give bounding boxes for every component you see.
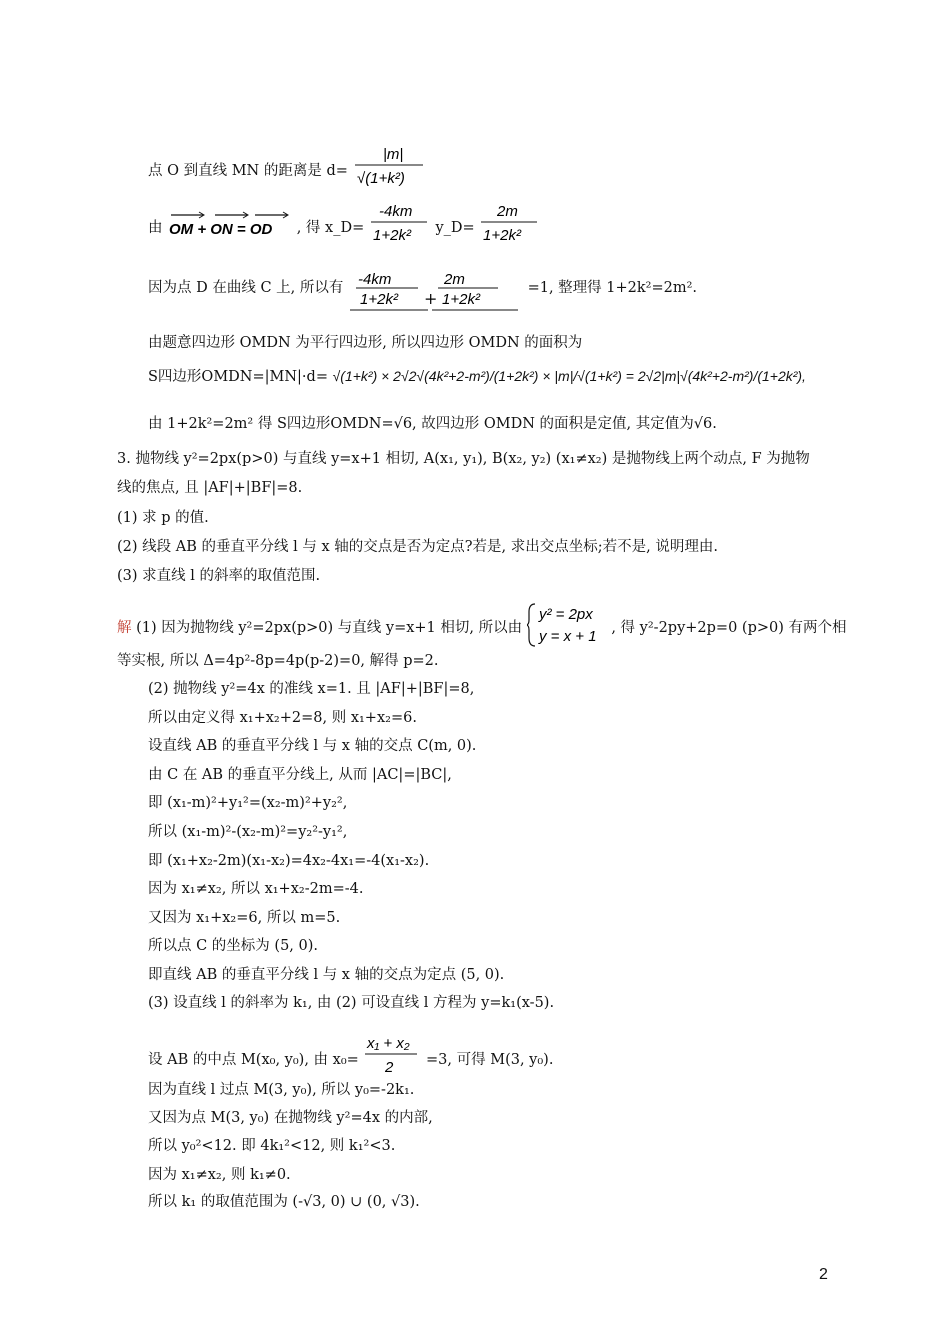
fraction-numerator: 2m bbox=[497, 203, 519, 220]
question-part: (2) 线段 AB 的垂直平分线 l 与 x 轴的交点是否为定点?若是, 求出交点坐标;若不是, 说明理由. bbox=[117, 539, 718, 555]
solution-line: 所以 (x₁-m)²-(x₂-m)²=y₂²-y₁², bbox=[148, 824, 348, 840]
svg-text:+: + bbox=[423, 289, 438, 308]
solution-line bbox=[148, 1032, 553, 1078]
midpoint-fraction bbox=[363, 1032, 421, 1078]
distance-fraction bbox=[353, 143, 433, 189]
solution-line: 因为 x₁≠x₂, 则 k₁≠0. bbox=[148, 1167, 291, 1183]
solution-line: 所以点 C 的坐标为 (5, 0). bbox=[148, 938, 319, 954]
fraction-numerator: -4km bbox=[357, 271, 392, 288]
text-segment: S四边形OMDN=|MN|·d= bbox=[148, 369, 328, 385]
fraction-numerator: 2m bbox=[443, 271, 465, 288]
equation-system bbox=[527, 602, 607, 648]
fraction-denominator: 1+2k² bbox=[372, 227, 411, 244]
vector-expression: OM + ON = OD bbox=[169, 221, 273, 238]
text-segment: 设 AB 的中点 M(x₀, y₀), 由 x₀= bbox=[148, 1052, 359, 1068]
yD-fraction bbox=[479, 200, 541, 246]
solution-line: 设直线 AB 的垂直平分线 l 与 x 轴的交点 C(m, 0). bbox=[148, 738, 477, 754]
text-line bbox=[148, 266, 697, 326]
solution-label: 解 bbox=[117, 620, 132, 636]
text-segment: , 得 y²-2py+2p=0 (p>0) 有两个相 bbox=[611, 620, 847, 636]
xD-fraction bbox=[369, 200, 431, 246]
solution-line: 因为直线 l 过点 M(3, y₀), 所以 y₀=-2k₁. bbox=[148, 1082, 415, 1098]
fraction-numerator: -4km bbox=[378, 203, 413, 220]
vector-equation bbox=[167, 210, 292, 240]
text-line: 由题意四边形 OMDN 为平行四边形, 所以四边形 OMDN 的面积为 bbox=[148, 335, 583, 351]
question-part: (3) 求直线 l 的斜率的取值范围. bbox=[117, 568, 321, 584]
solution-line: 又因为 x₁+x₂=6, 所以 m=5. bbox=[148, 910, 341, 926]
text-line bbox=[148, 366, 806, 387]
question-text: 线的焦点, 且 |AF|+|BF|=8. bbox=[117, 480, 303, 496]
solution-line: 等实根, 所以 Δ=4p²-8p=4p(p-2)=0, 解得 p=2. bbox=[117, 653, 439, 669]
fraction-denominator: √(1+k²) bbox=[356, 170, 405, 187]
system-eq-2: y = x + 1 bbox=[538, 628, 597, 645]
text-line bbox=[148, 200, 541, 246]
solution-line: 所以 y₀²<12. 即 4k₁²<12, 则 k₁²<3. bbox=[148, 1138, 396, 1154]
text-line: 由 1+2k²=2m² 得 S四边形OMDN=√6, 故四边形 OMDN 的面积是定值, 其定值为√6. bbox=[148, 416, 717, 432]
fraction-denominator: 1+2k² bbox=[483, 227, 522, 244]
curve-equation bbox=[348, 266, 523, 326]
page-number: 2 bbox=[819, 1266, 828, 1283]
text-segment: 因为点 D 在曲线 C 上, 所以有 bbox=[148, 280, 344, 296]
fraction-denominator: 2 bbox=[385, 1059, 394, 1076]
solution-line: 即 (x₁-m)²+y₁²=(x₂-m)²+y₂², bbox=[148, 795, 348, 811]
question-text: 3. 抛物线 y²=2px(p>0) 与直线 y=x+1 相切, A(x₁, y₁), B(x₂, y₂) (x₁≠x₂) 是抛物线上两个动点, F 为抛物 bbox=[117, 451, 810, 467]
solution-line: (3) 设直线 l 的斜率为 k₁, 由 (2) 可设直线 l 方程为 y=k₁(x-5). bbox=[148, 995, 555, 1011]
fraction-numerator: x₁ + x₂ bbox=[367, 1035, 410, 1052]
fraction-numerator: |m| bbox=[382, 146, 403, 163]
solution-line: (2) 抛物线 y²=4x 的准线 x=1. 且 |AF|+|BF|=8, bbox=[148, 681, 475, 697]
solution-line: 因为 x₁≠x₂, 所以 x₁+x₂-2m=-4. bbox=[148, 881, 364, 897]
solution-line: 又因为点 M(3, y₀) 在抛物线 y²=4x 的内部, bbox=[148, 1110, 433, 1126]
text-segment: (1) 因为抛物线 y²=2px(p>0) 与直线 y=x+1 相切, 所以由 bbox=[136, 620, 523, 636]
text-segment: =3, 可得 M(3, y₀). bbox=[426, 1052, 554, 1068]
text-line bbox=[148, 143, 433, 189]
solution-line: 即直线 AB 的垂直平分线 l 与 x 轴的交点为定点 (5, 0). bbox=[148, 967, 505, 983]
area-expression: √(1+k²) × 2√2√(4k²+2-m²)/(1+2k²) × |m|/√(1+k²) = 2√2|m|√(4k²+2-m²)/(1+2k²), bbox=[332, 368, 806, 384]
solution-line: 即 (x₁+x₂-2m)(x₁-x₂)=4x₂-4x₁=-4(x₁-x₂). bbox=[148, 853, 430, 869]
fraction-denominator: 1+2k² bbox=[441, 291, 480, 308]
text-segment: 由 bbox=[148, 220, 163, 236]
fraction-denominator: 1+2k² bbox=[359, 291, 398, 308]
solution-line: 所以 k₁ 的取值范围为 (-√3, 0) ∪ (0, √3). bbox=[148, 1194, 420, 1210]
question-part: (1) 求 p 的值. bbox=[117, 510, 209, 526]
solution-line: 由 C 在 AB 的垂直平分线上, 从而 |AC|=|BC|, bbox=[148, 767, 452, 783]
solution-line bbox=[117, 602, 847, 648]
system-eq-1: y² = 2px bbox=[538, 606, 593, 623]
text-segment: =1, 整理得 1+2k²=2m². bbox=[527, 280, 698, 296]
text-segment: , 得 x_D= bbox=[296, 220, 365, 236]
text-segment: y_D= bbox=[435, 220, 475, 236]
text-segment: 点 O 到直线 MN 的距离是 d= bbox=[148, 163, 348, 179]
solution-line: 所以由定义得 x₁+x₂+2=8, 则 x₁+x₂=6. bbox=[148, 710, 417, 726]
